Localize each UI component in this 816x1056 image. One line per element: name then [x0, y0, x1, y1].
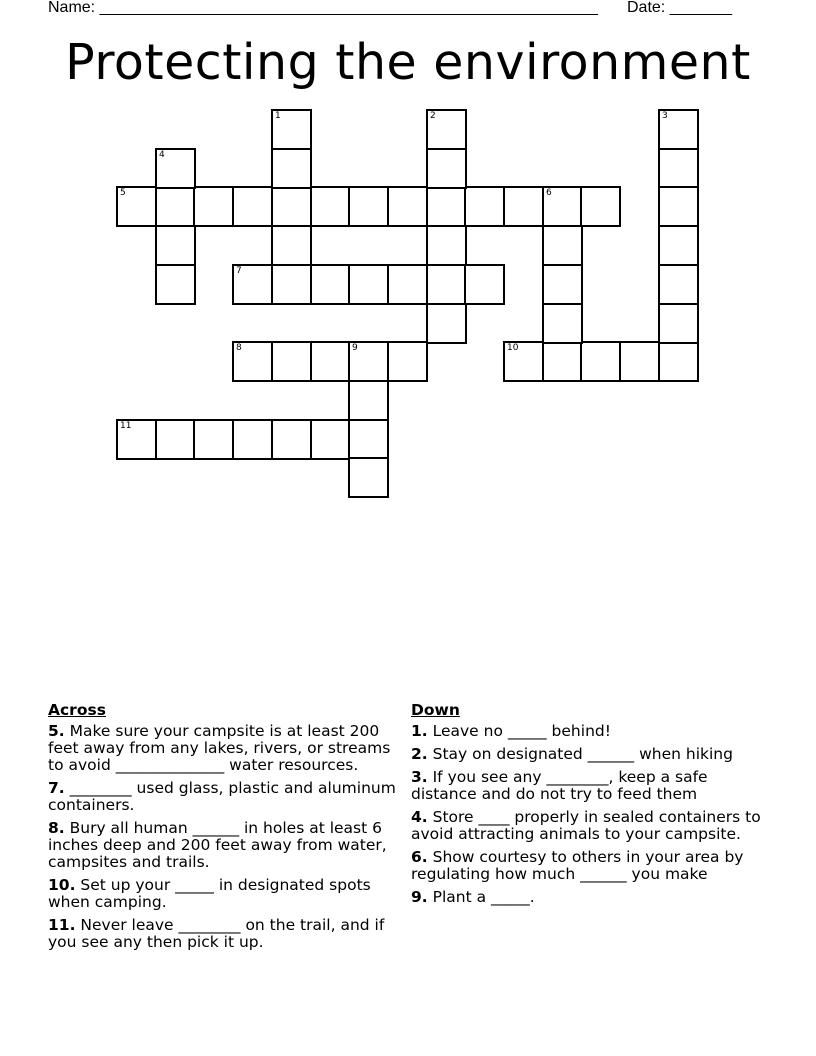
- grid-cell[interactable]: [658, 303, 699, 344]
- clue-number-label: 4.: [411, 808, 428, 826]
- clue-number-label: 6.: [411, 848, 428, 866]
- across-clues: [48, 702, 408, 957]
- grid-cell[interactable]: [503, 341, 544, 382]
- grid-cell[interactable]: [155, 419, 196, 460]
- clue-text: If you see any ________, keep a safe distance and do not try to feed them: [411, 768, 708, 803]
- clue-text: Make sure your campsite is at least 200 feet away from any lakes, rivers, or streams to avoid ______________ water resources.: [48, 722, 391, 774]
- clue-number: 3: [662, 111, 668, 121]
- clue-number: 7: [236, 266, 242, 276]
- grid-cell[interactable]: [271, 186, 312, 227]
- grid-cell[interactable]: [193, 419, 234, 460]
- grid-cell[interactable]: [426, 225, 467, 266]
- clue-text: Leave no _____ behind!: [427, 722, 611, 740]
- grid-cell[interactable]: [310, 341, 351, 382]
- clue-item: [411, 889, 761, 906]
- clue-item: [48, 917, 408, 951]
- grid-cell[interactable]: [387, 186, 428, 227]
- clue-number: 10: [507, 343, 519, 353]
- grid-cell[interactable]: [387, 264, 428, 305]
- grid-cell[interactable]: [155, 225, 196, 266]
- grid-cell[interactable]: [155, 186, 196, 227]
- grid-cell[interactable]: [232, 264, 273, 305]
- grid-cell[interactable]: [348, 341, 389, 382]
- grid-cell[interactable]: [348, 457, 389, 498]
- grid-cell[interactable]: [155, 264, 196, 305]
- clue-text: Never leave ________ on the trail, and if you see any then pick it up.: [48, 916, 385, 951]
- grid-cell[interactable]: [580, 186, 621, 227]
- grid-cell[interactable]: [310, 419, 351, 460]
- clue-number: 11: [120, 421, 132, 431]
- across-clue-list: [48, 723, 408, 951]
- grid-cell[interactable]: [387, 341, 428, 382]
- clue-number-label: 3.: [411, 768, 428, 786]
- clue-item: [411, 769, 761, 803]
- clue-text: Store ____ properly in sealed containers to avoid attracting animals to your campsite.: [411, 808, 761, 843]
- grid-cell[interactable]: [232, 341, 273, 382]
- grid-cell[interactable]: [348, 380, 389, 421]
- clue-number: 6: [546, 188, 552, 198]
- grid-cell[interactable]: [542, 225, 583, 266]
- grid-cell[interactable]: [348, 186, 389, 227]
- grid-cell[interactable]: [542, 341, 583, 382]
- grid-cell[interactable]: [658, 186, 699, 227]
- grid-cell[interactable]: [658, 264, 699, 305]
- clue-text: Set up your _____ in designated spots when camping.: [48, 876, 371, 911]
- grid-cell[interactable]: [271, 341, 312, 382]
- grid-cell[interactable]: [310, 186, 351, 227]
- clue-number: 4: [159, 150, 165, 160]
- clue-number-label: 8.: [48, 819, 65, 837]
- grid-cell[interactable]: [232, 419, 273, 460]
- grid-cell[interactable]: [193, 186, 234, 227]
- grid-cell[interactable]: [658, 225, 699, 266]
- grid-cell[interactable]: [426, 264, 467, 305]
- clue-number: 1: [275, 111, 281, 121]
- grid-cell[interactable]: [116, 419, 157, 460]
- clue-item: [411, 723, 761, 740]
- clue-text: Stay on designated ______ when hiking: [427, 745, 733, 763]
- clue-text: ________ used glass, plastic and aluminum containers.: [48, 779, 396, 814]
- clue-item: [48, 820, 408, 871]
- clue-item: [48, 780, 408, 814]
- clue-text: Plant a _____.: [427, 888, 535, 906]
- grid-cell[interactable]: [658, 148, 699, 189]
- grid-cell[interactable]: [116, 186, 157, 227]
- down-clue-list: [411, 723, 761, 906]
- grid-cell[interactable]: [542, 186, 583, 227]
- grid-cell[interactable]: [348, 264, 389, 305]
- down-clues: [411, 702, 761, 912]
- across-heading: Across: [48, 701, 106, 719]
- clue-item: [48, 723, 408, 774]
- grid-cell[interactable]: [271, 419, 312, 460]
- grid-cell[interactable]: [155, 148, 196, 189]
- grid-cell[interactable]: [658, 341, 699, 382]
- grid-cell[interactable]: [271, 109, 312, 150]
- clue-item: [411, 809, 761, 843]
- clue-number-label: 5.: [48, 722, 65, 740]
- clue-text: Show courtesy to others in your area by regulating how much ______ you make: [411, 848, 744, 883]
- grid-cell[interactable]: [310, 264, 351, 305]
- clue-number: 8: [236, 343, 242, 353]
- grid-cell[interactable]: [426, 148, 467, 189]
- grid-cell[interactable]: [271, 264, 312, 305]
- date-field-label: Date: _______: [627, 0, 732, 16]
- grid-cell[interactable]: [232, 186, 273, 227]
- clue-number-label: 9.: [411, 888, 428, 906]
- grid-cell[interactable]: [503, 186, 544, 227]
- clue-number-label: 7.: [48, 779, 65, 797]
- clue-text: Bury all human ______ in holes at least 6 inches deep and 200 feet away from water, campsites and trails.: [48, 819, 387, 871]
- clue-number: 2: [430, 111, 436, 121]
- clue-number: 5: [120, 188, 126, 198]
- grid-cell[interactable]: [580, 341, 621, 382]
- clue-number-label: 10.: [48, 876, 76, 894]
- grid-cell[interactable]: [348, 419, 389, 460]
- grid-cell[interactable]: [271, 148, 312, 189]
- grid-cell[interactable]: [542, 264, 583, 305]
- clue-item: [48, 877, 408, 911]
- grid-cell[interactable]: [619, 341, 660, 382]
- clue-number-label: 2.: [411, 745, 428, 763]
- clue-item: [411, 849, 761, 883]
- grid-cell[interactable]: [271, 225, 312, 266]
- grid-cell[interactable]: [426, 303, 467, 344]
- grid-cell[interactable]: [426, 109, 467, 150]
- grid-cell[interactable]: [658, 109, 699, 150]
- name-field-label: Name: ________________________________________________________: [48, 0, 598, 16]
- clue-number: 9: [352, 343, 358, 353]
- clue-number-label: 1.: [411, 722, 428, 740]
- puzzle-title: Protecting the environment: [65, 34, 751, 91]
- grid-cell[interactable]: [542, 303, 583, 344]
- grid-cell[interactable]: [426, 186, 467, 227]
- clue-item: [411, 746, 761, 763]
- grid-cell[interactable]: [464, 264, 505, 305]
- grid-cell[interactable]: [464, 186, 505, 227]
- down-heading: Down: [411, 701, 460, 719]
- clue-number-label: 11.: [48, 916, 76, 934]
